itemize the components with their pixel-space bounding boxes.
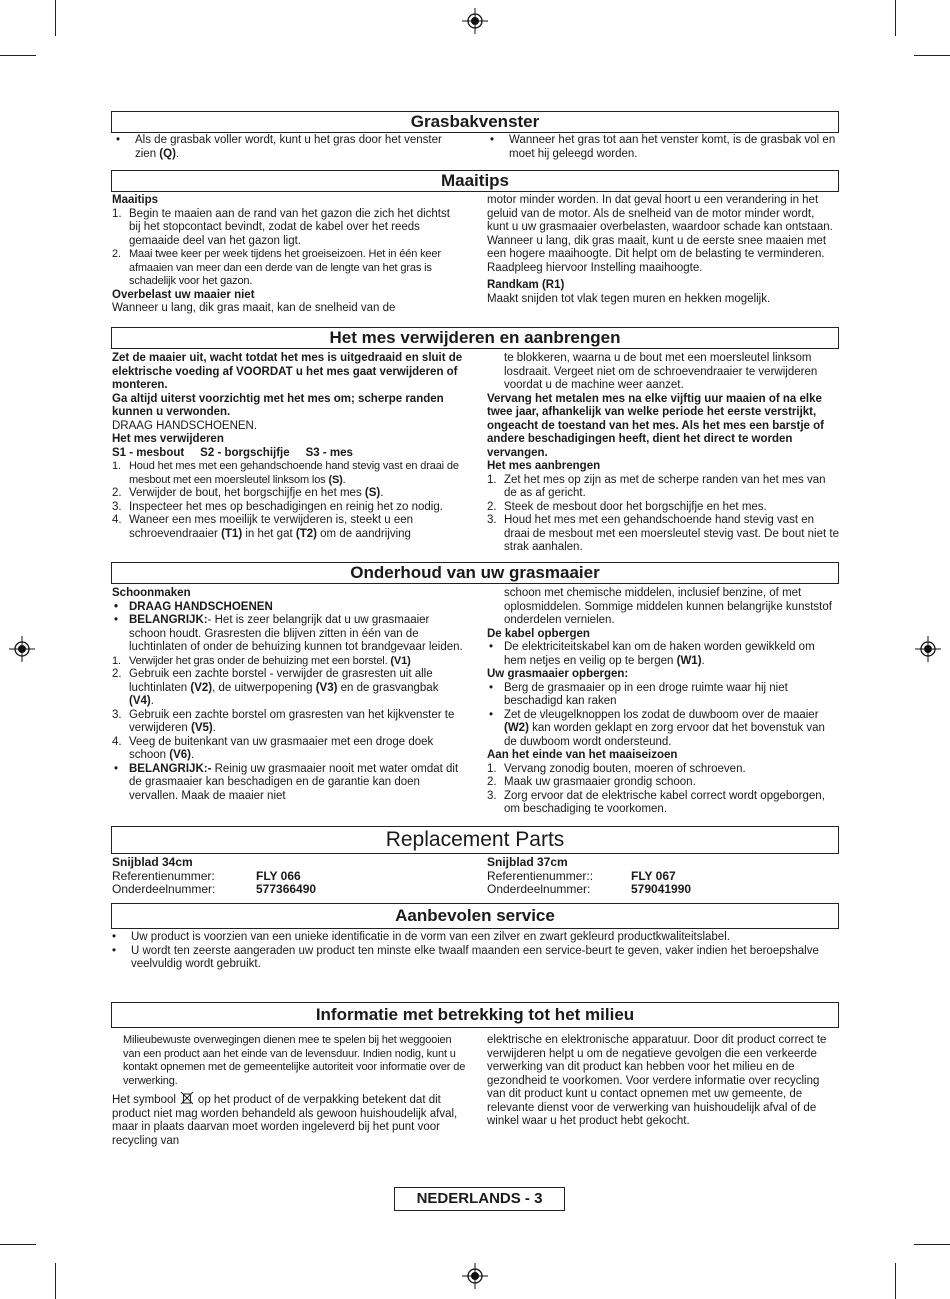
registration-mark-icon [915, 636, 941, 662]
crop-mark [914, 55, 950, 56]
crop-mark [0, 1244, 36, 1245]
milieu-right: elektrische en elektronische apparatuur. Door dit product correct te verwijderen helpt u om de negatieve gevolgen die een verkeerde verwerking van dit product kan hebben voor het milieu en de gezondheid te voorkomen. Voor verdere informatie over recycling van dit product kunt u contact opnemen met uw gemeente, de relevante dienst voor de verwerking van huishoudelijk afval of de winkel waar u het product hebt gekocht. [487, 1034, 827, 1127]
maaitips-left: Maaitips 1. Begin te maaien aan de rand van het gazon die zich het dichtst bij het stopcontact bevindt, zodat de kabel over het reeds gemaaide deel van het gazon ligt. 2. Maai twee keer per week tijdens het groeiseizoen. Het in één keer afmaaien van meer dan een derde van de lengte van het gras is schadelijk voor het gazon. Overbelast uw maaier niet Wanneer u lang, dik gras maait, kan de snelheid van de [112, 194, 450, 314]
section-title-mes: Het mes verwijderen en aanbrengen [111, 327, 839, 349]
crop-mark [55, 1263, 56, 1299]
section-title-milieu: Informatie met betrekking tot het milieu [111, 1002, 839, 1028]
section-title-grasbak: Grasbakvenster [111, 111, 839, 133]
section-title-maaitips: Maaitips [111, 170, 839, 192]
service-body: • Uw product is voorzien van een unieke identificatie in de vorm van een zilver en zwart gekleurd productkwaliteitslabel. • U wordt ten zeerste aangeraden uw product ten minste elke twaalf maanden een service-beurt te geven, vaker indien het beroepshalve veelvuldig wordt gebruikt. [108, 931, 826, 972]
crop-mark [55, 0, 56, 36]
crossed-bin-icon [180, 1091, 194, 1105]
onderhoud-right: schoon met chemische middelen, inclusief benzine, of met oplosmiddelen. Sommige middelen kunnen belangrijke kunststof onderdelen vernielen. De kabel opbergen • De elektriciteitskabel kan om de haken worden gewikkeld om hem netjes en veilig op te bergen (W1). Uw grasmaaier opbergen: • Berg de grasmaaier op in een droge ruimte waar hij niet beschadigd kan raken • Zet de vleugelknoppen los zodat de duwboom over de maaier (W2) kan worden geklapt en zorg ervoor dat het bovenstuk van de duwboom wordt ondersteund. Aan het einde van het maaiseizoen 1. Vervang zonodig bouten, moeren of schroeven. 2. Maak uw grasmaaier grondig schoon. 3. Zorg ervoor dat de elektrische kabel correct wordt opgeborgen, om beschadiging te voorkomen. [487, 587, 839, 817]
mes-left: Zet de maaier uit, wacht totdat het mes is uitgedraaid en sluit de elektrische voeding af VOORDAT u het mes gaat verwijderen of monteren. Ga altijd uiterst voorzichtig met het mes om; scherpe randen kunnen u verwonden. DRAAG HANDSCHOENEN. Het mes verwijderen S1 - mesbout S2 - borgschijfje S3 - mes 1. Houd het mes met een gehandschoende hand stevig vast en draai de mesbout met een moersleutel linksom los (S). 2. Verwijder de bout, het borgschijfje en het mes (S). 3. Inspecteer het mes op beschadigingen en reinig het zo nodig. 4. Waneer een mes moeilijk te verwijderen is, steekt u een schroevendraaier (T1) in het gat (T2) om de aandrijving [112, 352, 463, 540]
milieu-left: Milieubewuste overwegingen dienen mee te spelen bij het weggooien van een product aan het einde van de levensduur. Indien nodig, kunt u kontakt opnemen met de gemeentelijke autoriteit voor informatie over de verwerking. Het symbool op het product of de verpakking betekent dat dit product niet mag worden behandeld als gewoon huishoudelijk afval, maar in plaats daarvan moet worden ingeleverd bij het punt voor recycling van [112, 1034, 466, 1147]
registration-mark-icon [462, 8, 488, 34]
onderhoud-left: Schoonmaken • DRAAG HANDSCHOENEN • BELANGRIJK:- Het is zeer belangrijk dat u uw grasmaaier schoon houdt. Grasresten die blijven zitten in één van de luchtinlaten of onder de behuizing kunnen tot brandgevaar leiden. 1. Verwijder het gras onder de behuizing met een borstel. (V1) 2. Gebruik een zachte borstel - verwijder de grasresten uit alle luchtinlaten (V2), de uitwerpopening (V3) en de grasvangbak (V4). 3. Gebruik een zachte borstel om grasresten van het kijkvenster te verwijderen (V5). 4. Veeg de buitenkant van uw grasmaaier met een droge doek schoon (V6). • BELANGRIJK:- Reinig uw grasmaaier nooit met water omdat dit de grasmaaier kan beschadigen en de garantie kan doen vervallen. Maak de maaier niet [112, 587, 466, 803]
crop-mark [0, 55, 36, 56]
grasbak-left: • Als de grasbak voller wordt, kunt u het gras door het venster zien (Q). [112, 134, 464, 161]
replacement-right: Snijblad 37cm Referentienummer:: FLY 067 Onderdeelnummer: 579041990 [487, 855, 692, 896]
section-title-service: Aanbevolen service [111, 903, 839, 929]
registration-mark-icon [462, 1263, 488, 1289]
crop-mark [895, 0, 896, 36]
crop-mark [914, 1244, 950, 1245]
section-title-onderhoud: Onderhoud van uw grasmaaier [111, 562, 839, 584]
crop-mark [895, 1263, 896, 1299]
grasbak-right: • Wanneer het gras tot aan het venster komt, is de grasbak vol en moet hij geleegd worden. [486, 134, 838, 161]
registration-mark-icon [9, 636, 35, 662]
section-title-replacement: Replacement Parts [111, 826, 839, 854]
maaitips-right: motor minder worden. In dat geval hoort u een verandering in het geluid van de motor. Als de snelheid van de motor minder wordt, kunt u uw grasmaaier overbelasten, waardoor schade kan ontstaan. Wanneer u lang, dik gras maait, kunt u de eerste snee maaien met een hogere maaihoogte. Dit helpt om de belasting te verminderen. Raadpleeg hiervoor Instelling maaihoogte. Randkam (R1) Maakt snijden tot vlak tegen muren en hekken mogelijk. [487, 194, 833, 305]
replacement-left: Snijblad 34cm Referentienummer: FLY 066 Onderdeelnummer: 577366490 [112, 855, 317, 896]
page-footer: NEDERLANDS - 3 [394, 1187, 565, 1211]
mes-right: te blokkeren, waarna u de bout met een moersleutel linksom losdraait. Vergeet niet om de schroevendraaier te verwijderen voordat u de machine weer aanzet. Vervang het metalen mes na elke vijftig uur maaien of na elke twee jaar, afhankelijk van welke periode het eerste verstrijkt, ongeacht de toestand van het mes. Als het mes een barstje of andere beschadigingen heeft, dient het direct te worden vervangen. Het mes aanbrengen 1. Zet het mes op zijn as met de scherpe randen van het mes van de as af gericht. 2. Steek de mesbout door het borgschijfje en het mes. 3. Houd het mes met een gehandschoende hand stevig vast en draai de mesbout met een moersleutel stevig vast. De bout niet te strak aanhalen. [487, 352, 839, 553]
